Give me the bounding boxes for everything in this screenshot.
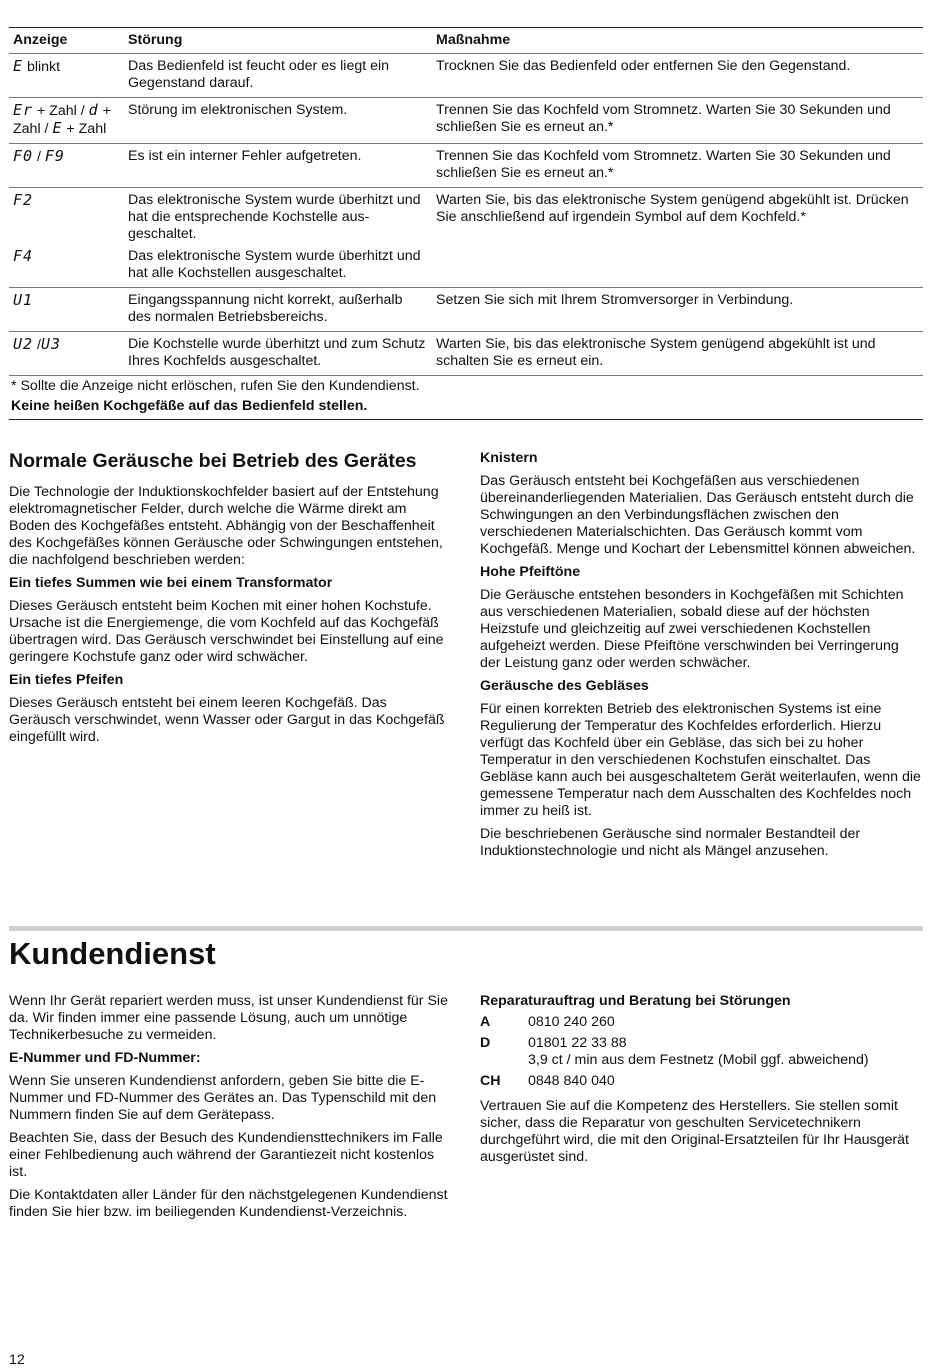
noises-left-column: [9, 450, 449, 752]
table-row: [9, 288, 923, 332]
phone-row: [480, 1014, 923, 1031]
action-cell: Trocknen Sie das Bedienfeld oder entfernen Sie den Gegenstand.: [432, 54, 923, 98]
warning-note: Keine heißen Kochgefäße auf das Bedienfeld stellen.: [11, 398, 368, 414]
display-text: + Zahl /: [33, 103, 89, 119]
trust-text: Vertrauen Sie auf die Kompetenz des Herstellers. Sie stellen somit sicher, dass die Reparatur von geschulten Servicetechnikern durchgeführt wird, die mit den Original-Ersatzteilen für Ihr Hausgerät ausgerüstet sind.: [480, 1098, 909, 1165]
high-whistle-heading: Hohe Pfeiftöne: [480, 564, 581, 580]
repair-heading: Reparaturauftrag und Beratung bei Störungen: [480, 993, 791, 1009]
segment-code: F4: [13, 247, 34, 265]
footnote: * Sollte die Anzeige nicht erlöschen, rufen Sie den Kundendienst.: [11, 378, 420, 394]
service-left-column: [9, 993, 449, 1227]
section-title: Normale Geräusche bei Betrieb des Gerätes: [9, 450, 417, 472]
display-cell: [9, 288, 124, 332]
action-cell: Trennen Sie das Kochfeld vom Stromnetz. Warten Sie 30 Sekunden und schließen Sie es erneut an.*: [432, 98, 923, 144]
display-text: + Zahl: [62, 121, 107, 137]
country-code: CH: [480, 1073, 501, 1089]
table-row: [9, 144, 923, 188]
contact-text: Die Kontaktdaten aller Länder für den nächstgelegenen Kundendienst finden Sie hier bzw. im beiliegenden Kundendienst-Verzeichnis.: [9, 1187, 448, 1220]
segment-code: Er: [13, 101, 34, 119]
fault-cell: Es ist ein interner Fehler aufgetreten.: [124, 144, 432, 188]
header-fault: Störung: [124, 28, 432, 54]
action-cell: Setzen Sie sich mit Ihrem Stromversorger in Verbindung.: [432, 288, 923, 332]
phone-number: 01801 22 33 88: [528, 1035, 627, 1051]
segment-code: F0: [13, 147, 34, 165]
service-right-column: [480, 993, 923, 1172]
table-footnotes: [9, 376, 923, 420]
header-display: Anzeige: [9, 28, 124, 54]
noises-closing: Die beschriebenen Geräusche sind normaler Bestandteil der Induktionstechnologie und nicht als Mängel anzusehen.: [480, 826, 861, 859]
page-content: [9, 27, 923, 1220]
display-text: blinkt: [23, 59, 61, 75]
action-cell: Warten Sie, bis das elektronische System genügend abgekühlt ist. Drücken Sie anschließend auf irgendein Symbol auf dem Kochfeld.*: [436, 192, 909, 225]
segment-code: d: [88, 101, 99, 119]
phone-note: 3,9 ct / min aus dem Festnetz (Mobil ggf. abweichend): [528, 1052, 869, 1068]
display-cell: [9, 98, 124, 144]
table-row: [9, 98, 923, 144]
display-cell: [9, 54, 124, 98]
crackle-text: Das Geräusch entsteht bei Kochgefäßen aus verschiedenen übereinanderliegenden Materialien. Das Geräusch entsteht durch die Schwingungen an den Verbindungsflächen zwischen den verschiedenen Materialschichten. Das Geräusch kommt vom Kochgefäß. Menge und Kochart der Lebensmittel können abweichen.: [480, 473, 916, 557]
fault-table: [9, 27, 923, 376]
fault-cell: Störung im elektronischen System.: [124, 98, 432, 144]
phone-entry: [528, 1035, 923, 1069]
noises-right-column: [480, 450, 923, 866]
phone-row: [480, 1073, 923, 1090]
fault-cell: Das elektronische System wurde überhitzt und hat alle Kochstellen ausgeschaltet.: [124, 246, 432, 288]
header-action: Maßnahme: [432, 28, 923, 54]
hum-heading: Ein tiefes Summen wie bei einem Transformator: [9, 575, 333, 591]
display-text: /: [33, 149, 45, 165]
table-row: [9, 188, 923, 247]
segment-code: U1: [13, 291, 34, 309]
phone-number: 0848 840 040: [528, 1073, 615, 1089]
fault-cell: Die Kochstelle wurde überhitzt und zum Schutz Ihres Kochfelds ausgeschaltet.: [124, 332, 432, 376]
section-divider: [9, 926, 923, 931]
country-code: D: [480, 1035, 491, 1051]
fault-cell: Das elektronische System wurde überhitzt und hat die entsprechende Kochstelle ausgeschaltet.: [128, 192, 421, 242]
segment-code: F9: [44, 147, 65, 165]
fan-heading: Geräusche des Gebläses: [480, 678, 649, 694]
crackle-heading: Knistern: [480, 450, 538, 466]
page-number: 12: [9, 1352, 25, 1368]
display-cell: [9, 332, 124, 376]
high-whistle-text: Die Geräusche entstehen besonders in Kochgefäßen mit Schichten aus verschiedenen Materialien, sobald diese auf der höchsten Heizstufe und gleichzeitig auf zwei verschiedenen Kochstellen aufgeheizt werden. Diese Pfeiftöne verschwinden bei Verringerung der Leistung ganz oder werden schwächer.: [480, 587, 904, 671]
display-cell: [9, 188, 124, 247]
display-cell: [9, 144, 124, 188]
segment-code: U2: [13, 335, 34, 353]
segment-code: E: [13, 57, 24, 75]
warranty-text: Beachten Sie, dass der Besuch des Kundendiensttechnikers im Falle einer Fehlbedienung auch während der Garantiezeit nicht kostenlos ist.: [9, 1130, 443, 1180]
phone-number: 0810 240 260: [528, 1014, 615, 1030]
fault-cell: Das Bedienfeld ist feucht oder es liegt ein Gegenstand darauf.: [124, 54, 432, 98]
hum-text: Dieses Geräusch entsteht beim Kochen mit einer hohen Kochstufe. Ursache ist die Energiemenge, die vom Kochfeld auf das Kochgefäß übertragen wird. Das Geräusch verschwindet bei Einstellung auf eine geringere Kochstufe ganz oder wird schwächer.: [9, 598, 444, 665]
fan-text: Für einen korrekten Betrieb des elektronischen Systems ist eine Regulierung der Temperatur des Kochfeldes erforderlich. Hierzu verfügt das Kochfeld über ein Gebläse, das sich bei zu hoher Temperatur in den verschiedenen Kochstufen einschaltet. Das Gebläse kann auch bei ausgeschaltetem Gerät weiterlaufen, wenn die gemessene Temperatur nach dem Ausschalten des Kochfeldes noch immer zu heiß ist.: [480, 701, 921, 819]
action-cell: [432, 246, 923, 288]
phone-list: [480, 1014, 923, 1090]
fault-cell: Eingangsspannung nicht korrekt, außerhalb des normalen Betriebsbereichs.: [124, 288, 432, 332]
whistle-heading: Ein tiefes Pfeifen: [9, 672, 124, 688]
segment-code: E: [52, 119, 63, 137]
fault-table-header: [9, 28, 923, 54]
country-code: A: [480, 1014, 491, 1030]
segment-code: U3: [40, 335, 62, 353]
noises-intro: Die Technologie der Induktionskochfelder basiert auf der Entstehung elektromagnetischer Felder, durch welche die Wärme direkt am Boden des Kochgefäßes entsteht. Abhängig von der Beschaffenheit des Kochgefäßes können Geräusche oder Schwingungen entstehen, die nachfolgend beschrieben werden:: [9, 484, 443, 568]
table-row: [9, 54, 923, 98]
enr-text: Wenn Sie unseren Kundendienst anfordern, geben Sie bitte die E-Nummer und FD-Nummer des Gerätes an. Das Typenschild mit den Nummern finden Sie auf dem Gerätepass.: [9, 1073, 437, 1123]
display-text: + Zahl /: [13, 103, 111, 137]
action-cell: Warten Sie, bis das elektronische System genügend abgekühlt ist und schalten Sie es erneut ein.: [432, 332, 923, 376]
service-title: Kundendienst: [9, 936, 216, 971]
display-cell: [9, 246, 124, 288]
display-text: /: [33, 337, 41, 353]
enr-heading: E-Nummer und FD-Nummer:: [9, 1050, 201, 1066]
table-row: [9, 332, 923, 376]
segment-code: F2: [13, 191, 34, 209]
service-intro: Wenn Ihr Gerät repariert werden muss, ist unser Kundendienst für Sie da. Wir finden immer eine passende Lösung, auch um unnötige Technikerbesuche zu vermeiden.: [9, 993, 448, 1043]
whistle-text: Dieses Geräusch entsteht bei einem leeren Kochgefäß. Das Geräusch verschwindet, wenn Wasser oder Gargut in das Kochgefäß eingefüllt wird.: [9, 695, 445, 745]
action-cell: Trennen Sie das Kochfeld vom Stromnetz. Warten Sie 30 Sekunden und schließen Sie es erneut an.*: [432, 144, 923, 188]
table-row: [9, 246, 923, 288]
phone-row: [480, 1035, 923, 1069]
